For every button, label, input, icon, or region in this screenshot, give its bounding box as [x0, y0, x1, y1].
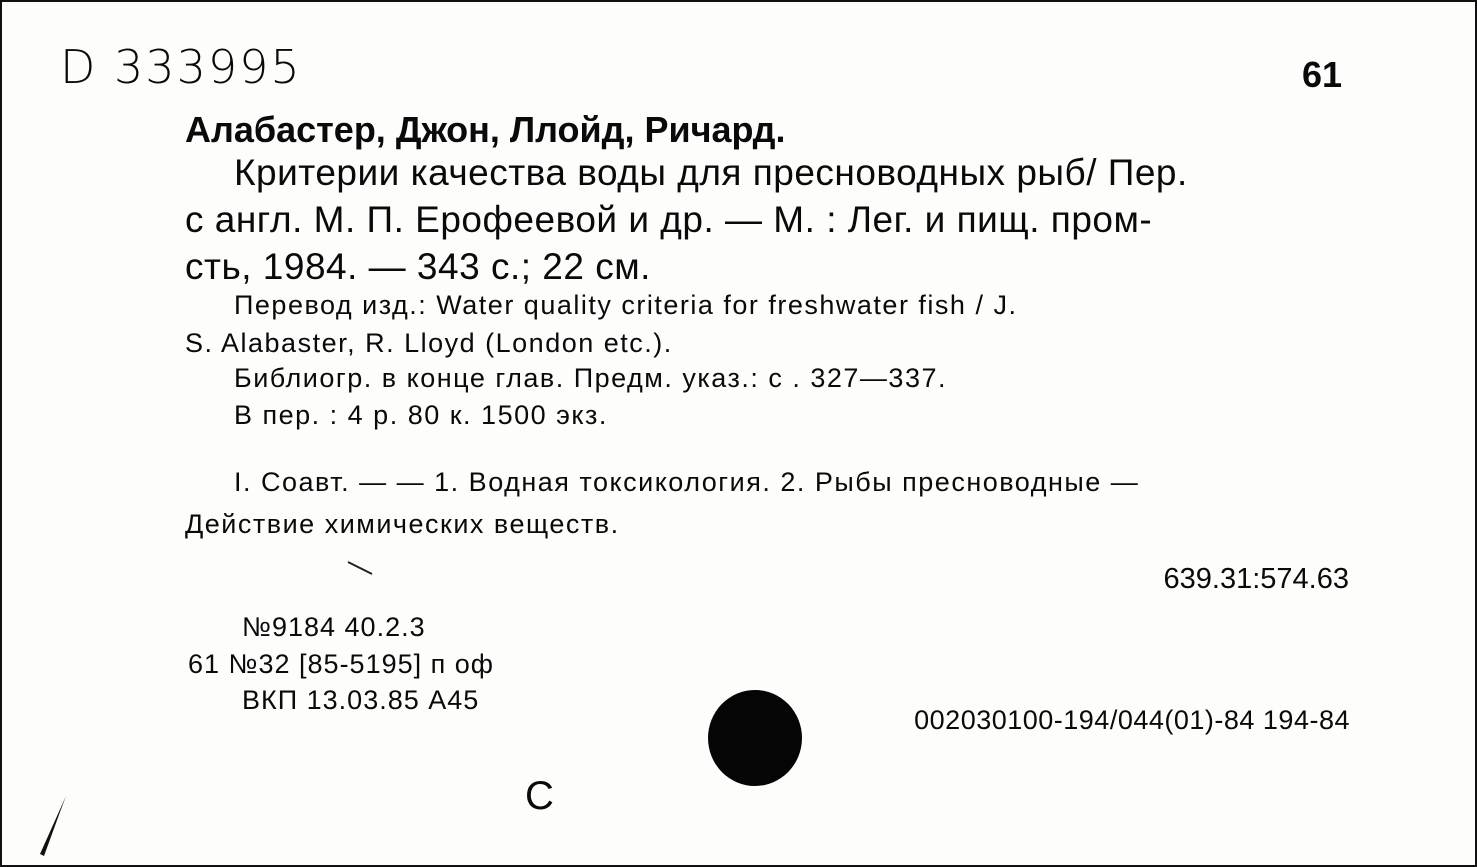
isbn-line: 002030100-194/044(01)-84 194-84: [914, 705, 1350, 735]
meta-line: ВКП 13.03.85 А45: [242, 685, 480, 715]
meta-line: 61 №32 [85-5195] п оф: [188, 649, 494, 679]
pen-mark-icon: [30, 792, 70, 862]
subject-line: Действие химических веществ.: [185, 509, 620, 539]
letter-mark: С: [525, 774, 554, 818]
title-line: Критерии качества воды для пресноводных рыб/ Пер.: [234, 152, 1188, 193]
title-line: с англ. М. П. Ерофеевой и др. — М. : Лег. и пищ. пром-: [185, 199, 1153, 240]
subject-line: I. Соавт. — — 1. Водная токсикология. 2. Рыбы пресноводные —: [234, 467, 1140, 497]
udc-code: 639.31:574.63: [1163, 563, 1349, 595]
meta-line: №9184 40.2.3: [242, 612, 426, 642]
note-line: Библиогр. в конце глав. Предм. указ.: с . 327—337.: [234, 363, 947, 393]
note-line: Перевод изд.: Water quality criteria for freshwater fish / J.: [234, 290, 1018, 320]
stray-mark-icon: [346, 559, 376, 579]
title-line: сть, 1984. — 343 с.; 22 см.: [185, 246, 651, 287]
author-heading: Алабастер, Джон, Ллойд, Ричард.: [185, 109, 786, 150]
call-number: D 333995: [60, 40, 302, 94]
card-number: 61: [1301, 54, 1342, 95]
note-line: В пер. : 4 р. 80 к. 1500 экз.: [234, 400, 608, 430]
punch-hole: [708, 690, 802, 786]
note-line: S. Alabaster, R. Lloyd (London etc.).: [185, 328, 673, 358]
